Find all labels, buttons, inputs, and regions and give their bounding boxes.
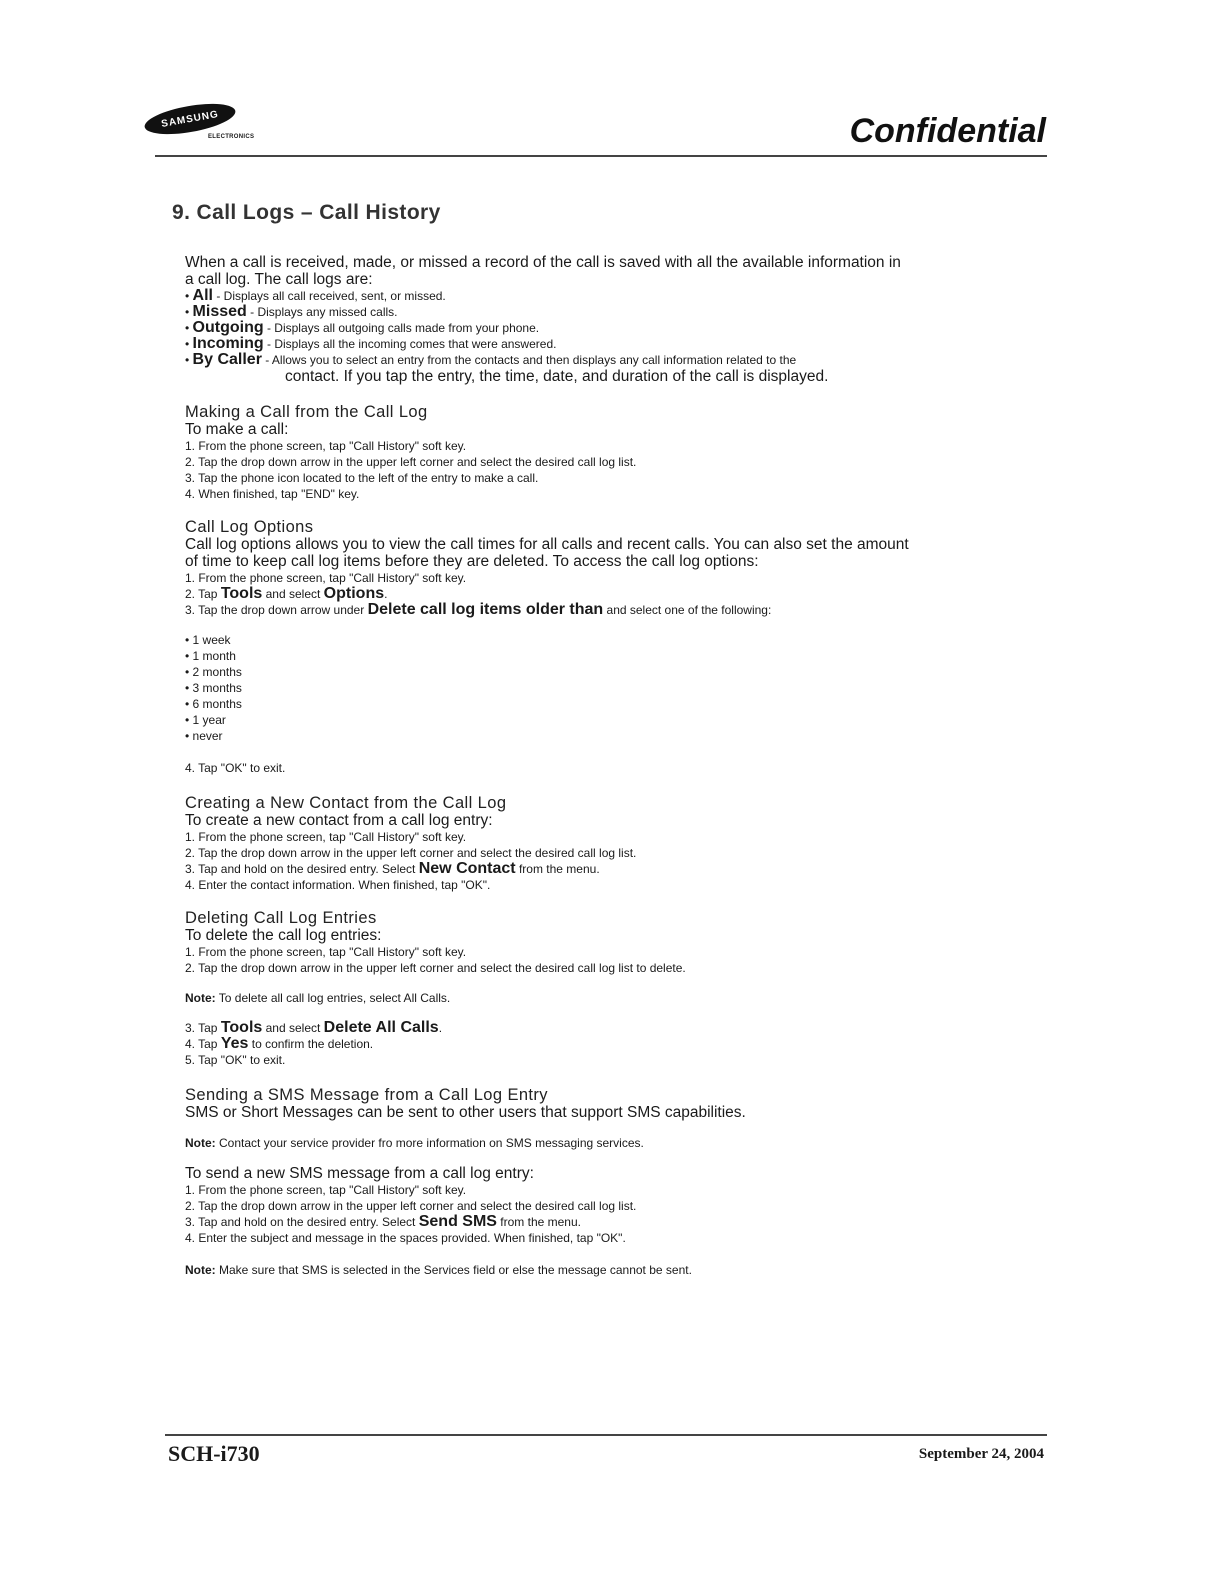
making-call-section [185, 403, 1025, 502]
options-heading: Call Log Options [185, 518, 314, 536]
delete-lead: To delete the call log entries: [185, 927, 382, 944]
retention-choice: • 1 month [185, 649, 236, 663]
making-call-step: 3. Tap the phone icon located to the left of the entry to make a call. [185, 471, 539, 485]
log-type-label: Outgoing [192, 319, 264, 336]
delete-entries-section [185, 909, 1025, 1068]
sms-lead-2: To send a new SMS message from a call log entry: [185, 1165, 534, 1182]
options-step-2: 2. Tap Tools and select Options. [185, 585, 388, 602]
options-step-4: 4. Tap "OK" to exit. [185, 761, 286, 775]
document-body [185, 254, 1025, 1278]
making-call-step: 4. When finished, tap "END" key. [185, 487, 360, 501]
logo-oval: SAMSUNG [142, 98, 237, 140]
delete-step: 2. Tap the drop down arrow in the upper left corner and select the desired call log list to delete. [185, 961, 686, 975]
retention-choice: • 2 months [185, 665, 242, 679]
footer-divider [165, 1434, 1047, 1436]
options-line-2: of time to keep call log items before they are deleted. To access the call log options: [185, 553, 759, 570]
making-call-step: 1. From the phone screen, tap "Call History" soft key. [185, 439, 467, 453]
log-type-label: By Caller [192, 351, 262, 368]
options-step-1: 1. From the phone screen, tap "Call History" soft key. [185, 571, 467, 585]
logo-subtitle: ELECTRONICS [208, 134, 255, 140]
sms-step: 1. From the phone screen, tap "Call History" soft key. [185, 1183, 467, 1197]
samsung-logo [144, 104, 284, 148]
section-title: 9. Call Logs – Call History [172, 201, 441, 224]
create-contact-step: 1. From the phone screen, tap "Call History" soft key. [185, 830, 467, 844]
log-type-label: All [192, 287, 213, 304]
log-type-desc: - Allows you to select an entry from the contacts and then displays any call information related to the [261, 353, 797, 367]
by-caller-continuation: contact. If you tap the entry, the time, date, and duration of the call is displayed. [285, 368, 829, 385]
create-contact-step: 3. Tap and hold on the desired entry. Select New Contact from the menu. [185, 860, 600, 877]
sms-note-2: Note: Make sure that SMS is selected in the Services field or else the message cannot be sent. [185, 1263, 692, 1277]
log-type-label: Missed [192, 303, 247, 320]
create-contact-section [185, 794, 1025, 893]
call-log-options-section [185, 518, 1025, 776]
sms-section [185, 1086, 1025, 1278]
log-type-all: • All - Displays all call received, sent, or missed. [185, 287, 446, 304]
log-type-desc: - Displays all the incoming comes that were answered. [263, 337, 557, 351]
retention-choice: • 1 week [185, 633, 231, 647]
create-contact-lead: To create a new contact from a call log entry: [185, 812, 493, 829]
delete-step: 3. Tap Tools and select Delete All Calls. [185, 1019, 443, 1036]
log-type-by-caller: • By Caller - Allows you to select an entry from the contacts and then displays any call information related to the [185, 351, 797, 368]
log-type-outgoing: • Outgoing - Displays all outgoing calls made from your phone. [185, 319, 540, 336]
log-type-desc: - Displays all outgoing calls made from your phone. [263, 321, 540, 335]
log-type-desc: - Displays all call received, sent, or missed. [213, 289, 446, 303]
log-type-missed: • Missed - Displays any missed calls. [185, 303, 398, 320]
intro-section [185, 254, 1025, 385]
intro-line-2: a call log. The call logs are: [185, 271, 373, 288]
retention-choice: • 3 months [185, 681, 242, 695]
confidential-label: Confidential [849, 112, 1046, 150]
footer-model: SCH-i730 [168, 1441, 260, 1466]
header-divider [155, 155, 1047, 157]
retention-choices [185, 632, 1025, 744]
making-call-heading: Making a Call from the Call Log [185, 403, 428, 421]
create-contact-step: 4. Enter the contact information. When finished, tap "OK". [185, 878, 491, 892]
footer-date: September 24, 2004 [918, 1446, 1044, 1462]
delete-step: 5. Tap "OK" to exit. [185, 1053, 286, 1067]
sms-step: 4. Enter the subject and message in the spaces provided. When finished, tap "OK". [185, 1231, 626, 1245]
create-contact-heading: Creating a New Contact from the Call Log [185, 794, 507, 812]
delete-step: 4. Tap Yes to confirm the deletion. [185, 1035, 374, 1052]
sms-heading: Sending a SMS Message from a Call Log Entry [185, 1086, 548, 1104]
retention-choice: • never [185, 729, 223, 743]
intro-line-1: When a call is received, made, or missed a record of the call is saved with all the available information in [185, 254, 901, 271]
delete-note: Note: To delete all call log entries, select All Calls. [185, 991, 451, 1005]
log-type-label: Incoming [192, 335, 264, 352]
delete-heading: Deleting Call Log Entries [185, 909, 377, 927]
create-contact-step: 2. Tap the drop down arrow in the upper left corner and select the desired call log list. [185, 846, 637, 860]
options-line-1: Call log options allows you to view the call times for all calls and recent calls. You can also set the amount [185, 536, 909, 553]
log-type-desc: - Displays any missed calls. [246, 305, 398, 319]
sms-step: 2. Tap the drop down arrow in the upper left corner and select the desired call log list. [185, 1199, 637, 1213]
delete-step: 1. From the phone screen, tap "Call History" soft key. [185, 945, 467, 959]
sms-note-1: Note: Contact your service provider fro more information on SMS messaging services. [185, 1136, 644, 1150]
options-step-3: 3. Tap the drop down arrow under Delete call log items older than and select one of the following: [185, 601, 772, 618]
retention-choice: • 6 months [185, 697, 242, 711]
making-call-lead: To make a call: [185, 421, 289, 438]
log-type-incoming: • Incoming - Displays all the incoming comes that were answered. [185, 335, 557, 352]
making-call-step: 2. Tap the drop down arrow in the upper left corner and select the desired call log list. [185, 455, 637, 469]
sms-lead: SMS or Short Messages can be sent to other users that support SMS capabilities. [185, 1104, 746, 1121]
sms-step: 3. Tap and hold on the desired entry. Select Send SMS from the menu. [185, 1213, 581, 1230]
retention-choice: • 1 year [185, 713, 226, 727]
